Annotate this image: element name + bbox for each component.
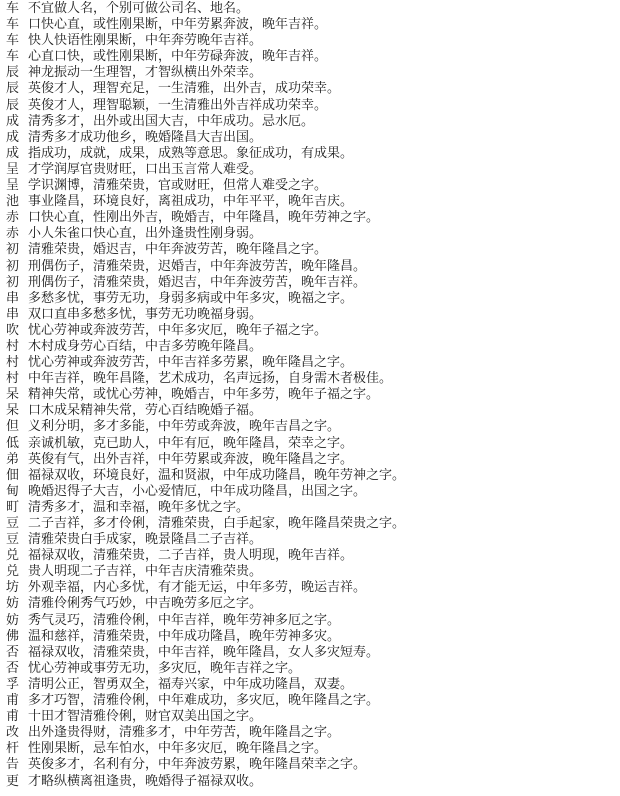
entry-character: 呆 [6,387,20,403]
entry-description: 性刚果断，忌车怕水，中年多灾厄，晚年隆昌之字。 [28,741,328,757]
entry-character: 车 [6,33,20,49]
list-item [6,661,616,677]
name-meaning-list [6,1,616,790]
entry-character: 孚 [6,676,20,692]
entry-character: 成 [6,129,20,145]
list-item [6,162,616,178]
list-item [6,387,616,403]
entry-character: 村 [6,355,20,371]
entry-character: 豆 [6,516,20,531]
entry-description: 出外逢贵得财，清雅多才，中年劳苦，晚年隆昌之字。 [28,725,341,741]
entry-description: 精神失常，或忧心劳神，晚婚吉，中年多劳，晚年子福之字。 [28,387,380,403]
entry-description: 口快心直，性刚出外吉，晚婚吉，中年隆昌，晚年劳神之字。 [28,210,380,226]
list-item [6,613,616,629]
list-item [6,49,616,65]
entry-character: 甸 [6,483,20,499]
entry-character: 串 [6,290,20,306]
entry-description: 口快心直，或性刚果断，中年劳累奔波，晚年吉祥。 [28,17,328,33]
entry-description: 英俊才人，理智聪颖，一生清雅出外吉祥成功荣幸。 [28,97,328,113]
list-item [6,371,616,387]
entry-character: 村 [6,338,20,354]
entry-description: 心直口快，或性刚果断，中年劳碌奔波，晚年吉祥。 [28,49,328,65]
list-item [6,500,616,516]
entry-character: 辰 [6,81,20,97]
entry-description: 英俊才人，理智充足，一生清雅，出外吉，成功荣幸。 [28,81,341,97]
entry-description: 福禄双收，清雅荣贵，二子吉祥，贵人明现，晚年吉祥。 [28,548,354,564]
entry-description: 清雅荣贵，婚迟吉，中年奔波劳苦，晚年隆昌之字。 [28,242,328,258]
entry-character: 但 [6,419,20,435]
entry-description: 晚婚迟得子大吉，小心爱情厄，中年成功隆昌，出国之字。 [28,483,367,499]
list-item [6,81,616,97]
entry-description: 不宜做人名，个别可做公司名、地名。 [28,1,250,16]
entry-description: 刑偶伤子，清雅荣贵，婚迟吉，中年奔波劳苦，晚年吉祥。 [28,274,367,290]
entry-description: 木村成身劳心百结，中吉多劳晚年隆昌。 [28,338,263,354]
list-item [6,436,616,452]
entry-character: 低 [6,435,20,451]
entry-character: 车 [6,17,20,33]
list-item [6,419,616,435]
entry-character: 妨 [6,596,20,612]
entry-character: 池 [6,194,20,210]
list-item [6,307,616,323]
list-item [6,210,616,226]
entry-description: 忧心劳神或事劳无功，多灾厄，晚年吉祥之字。 [28,660,302,676]
entry-description: 英俊多才，名利有分，中年奔波劳累，晚年隆昌荣幸之字。 [28,757,367,773]
list-item [6,741,616,757]
entry-description: 秀气灵巧，清雅伶俐，中年吉祥，晚年劳神多厄之字。 [28,612,341,628]
list-item [6,259,616,275]
entry-description: 贵人明现二子吉祥，中年吉庆清雅荣贵。 [28,564,263,580]
list-item [6,484,616,500]
entry-description: 清雅伶俐秀气巧妙，中吉晚劳多厄之字。 [28,596,263,612]
entry-description: 口木成呆精神失常，劳心百结晚婚子福。 [28,403,263,419]
entry-character: 初 [6,274,20,290]
entry-description: 多才巧智，清雅伶俐，中年难成功，多灾厄，晚年隆昌之字。 [28,693,380,709]
list-item [6,709,616,725]
list-item [6,629,616,645]
list-item [6,339,616,355]
list-item [6,323,616,339]
list-item [6,757,616,773]
entry-description: 清明公正，智勇双全，福寿兴家，中年成功隆昌，双妻。 [28,676,354,692]
entry-character: 呈 [6,161,20,177]
list-item [6,17,616,33]
list-item [6,548,616,564]
entry-description: 中年吉祥，晚年昌隆，艺术成功，名声远扬，自身需木者极佳。 [28,371,393,387]
entry-description: 亲诚机敏，克已助人，中年有厄，晚年隆昌，荣幸之字。 [28,435,354,451]
entry-character: 村 [6,371,20,387]
entry-description: 清秀多才，出外或出国大吉，中年成功。忌水厄。 [28,113,315,129]
entry-character: 呈 [6,178,20,194]
list-item [6,355,616,371]
list-item [6,580,616,596]
entry-description: 才学润厚官贵财旺，口出玉言常人难受。 [28,161,263,177]
entry-character: 佃 [6,467,20,483]
list-item [6,564,616,580]
entry-description: 二子吉祥，多才伶俐，清雅荣贵，白手起家，晚年隆昌荣贵之字。 [28,516,406,531]
list-item [6,452,616,468]
list-item [6,532,616,548]
entry-description: 多愁多忧，事劳无功，身弱多病或中年多灾，晚福之字。 [28,290,354,306]
entry-description: 十田才智清雅伶俐，财官双美出国之字。 [28,709,263,725]
list-item [6,468,616,484]
entry-description: 刑偶伤子，清雅荣贵，迟婚吉，中年奔波劳苦，晚年隆昌。 [28,258,367,274]
list-item [6,693,616,709]
entry-character: 甫 [6,693,20,709]
entry-character: 否 [6,644,20,660]
list-item [6,178,616,194]
list-item [6,242,616,258]
list-item [6,645,616,661]
entry-character: 杆 [6,741,20,757]
entry-description: 清秀多才，温和幸福，晚年多忧之字。 [28,499,250,515]
entry-description: 事业隆昌，环境良好，离祖成功，中年平平，晚年吉庆。 [28,194,354,210]
entry-character: 呆 [6,403,20,419]
entry-character: 初 [6,258,20,274]
entry-character: 赤 [6,226,20,242]
entry-character: 车 [6,49,20,65]
entry-description: 清秀多才成功他乡，晚婚隆昌大吉出国。 [28,129,263,145]
entry-character: 弟 [6,451,20,467]
entry-character: 成 [6,113,20,129]
entry-character: 甫 [6,709,20,725]
entry-character: 兑 [6,548,20,564]
entry-description: 忧心劳神或奔波劳苦，中年多灾厄，晚年子福之字。 [28,322,328,338]
entry-character: 赤 [6,210,20,226]
entry-character: 豆 [6,532,20,548]
entry-description: 双口直串多愁多忧，事劳无功晚福身弱。 [28,306,263,322]
list-item [6,65,616,81]
list-item [6,33,616,49]
entry-character: 妨 [6,612,20,628]
list-item [6,403,616,419]
list-item [6,596,616,612]
entry-character: 辰 [6,65,20,81]
entry-character: 佛 [6,628,20,644]
entry-character: 串 [6,306,20,322]
entry-character: 吹 [6,322,20,338]
entry-description: 福禄双收，清雅荣贵，中年吉祥，晚年隆昌，女人多灾短寿。 [28,644,380,660]
list-item [6,275,616,291]
entry-character: 兑 [6,564,20,580]
list-item [6,774,616,790]
entry-description: 福禄双收，环境良好，温和贤淑，中年成功隆昌，晚年劳神之字。 [28,467,406,483]
entry-description: 外观幸福，内心多忧，有才能无运，中年多劳，晚运吉祥。 [28,580,367,596]
entry-description: 指成功，成就，成果，成熟等意思。象征成功，有成果。 [28,145,354,161]
list-item [6,1,616,17]
list-item [6,146,616,162]
entry-character: 成 [6,145,20,161]
entry-character: 初 [6,242,20,258]
entry-description: 快人快语性刚果断，中年奔劳晚年吉祥。 [28,33,263,49]
entry-description: 温和慈祥，清雅荣贵，中年成功隆昌，晚年劳神多灾。 [28,628,341,644]
list-item [6,291,616,307]
entry-character: 车 [6,1,20,16]
list-item [6,677,616,693]
entry-character: 改 [6,725,20,741]
entry-character: 否 [6,660,20,676]
entry-character: 坊 [6,580,20,596]
list-item [6,226,616,242]
entry-description: 清雅荣贵白手成家，晚景隆昌二子吉祥。 [28,532,263,548]
entry-description: 神龙振动一生理智，才智纵横出外荣幸。 [28,65,263,81]
list-item [6,114,616,130]
entry-character: 告 [6,757,20,773]
entry-character: 辰 [6,97,20,113]
entry-description: 学识渊博，清雅荣贵，官或财旺，但常人难受之字。 [28,178,328,194]
entry-description: 才略纵横离祖逢贵，晚婚得子福禄双收。 [28,773,263,789]
list-item [6,194,616,210]
entry-description: 英俊有气，出外吉祥，中年劳累或奔波，晚年隆昌之字。 [28,451,354,467]
entry-description: 小人朱雀口快心直，出外逢贵性刚身弱。 [28,226,263,242]
entry-character: 町 [6,499,20,515]
entry-description: 忧心劳神或奔波劳苦，中年吉祥多劳累，晚年隆昌之字。 [28,355,354,371]
list-item [6,725,616,741]
list-item [6,98,616,114]
list-item [6,130,616,146]
entry-character: 更 [6,773,20,789]
entry-description: 义利分明，多才多能，中年劳或奔波，晚年吉昌之字。 [28,419,341,435]
list-item [6,516,616,532]
